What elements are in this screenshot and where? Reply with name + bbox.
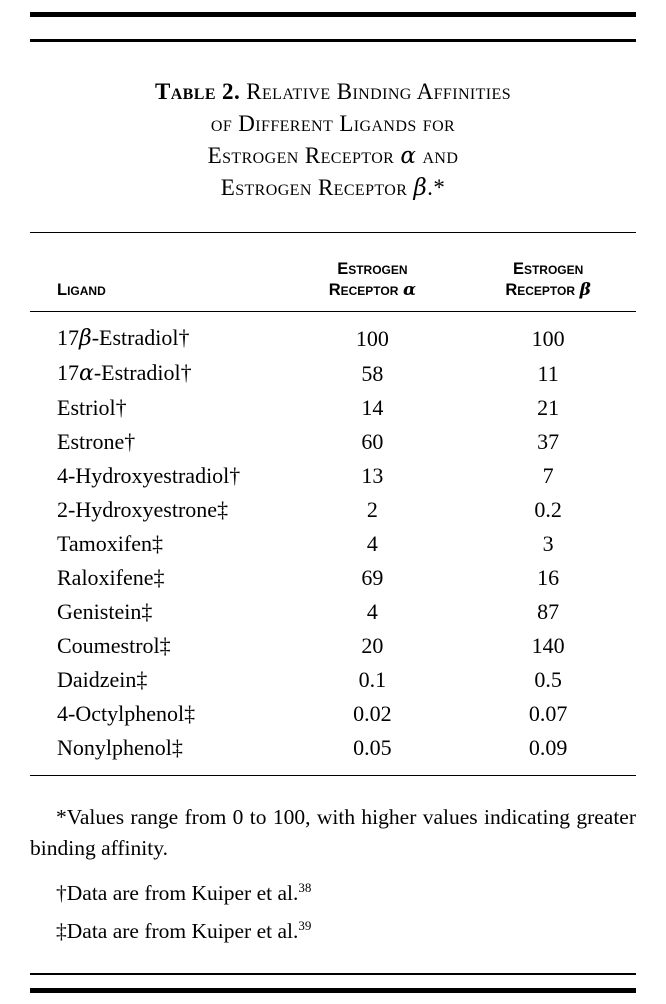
er-alpha-cell: 0.02 [353,701,392,726]
table-row [30,731,636,776]
table-row [30,527,636,561]
er-beta-cell: 0.2 [534,497,562,522]
footnote-double-dagger [30,916,636,947]
alpha-symbol: α [402,280,417,300]
er-alpha-cell: 13 [361,463,384,488]
alpha-symbol: α [400,142,417,169]
er-beta-cell: 7 [542,463,554,488]
er-alpha-cell: 60 [361,429,384,454]
ligand-cell: Daidzein‡ [57,667,148,692]
table-row [30,561,636,595]
title-line-1-rest: Relative Binding Affinities [240,78,511,104]
ligand-cell: Estrone† [57,429,136,454]
table-row [30,425,636,459]
er-alpha-cell: 2 [366,497,378,522]
er-beta-cell: 0.09 [528,735,568,760]
er-alpha-cell: 58 [361,360,384,386]
ligand-cell: Nonylphenol‡ [57,735,183,760]
title-line-3 [30,140,636,172]
table-row [30,595,636,629]
er-beta-cell: 3 [542,531,554,556]
er-beta-cell: 87 [537,599,560,624]
er-alpha-cell: 14 [361,395,384,420]
table-row [30,629,636,663]
ligand-cell: Tamoxifen‡ [57,531,163,556]
er-alpha-header-line1: Estrogen [337,260,408,278]
er-beta-header-line1: Estrogen [512,260,584,278]
beta-symbol: β [579,280,591,300]
er-beta-cell: 37 [537,429,560,454]
table-number: Table 2. [154,78,241,104]
ligand-cell: Genistein‡ [57,599,153,624]
er-alpha-cell: 20 [361,633,384,658]
table-row [30,697,636,731]
binding-affinities-table [30,233,636,776]
ligand-cell: 2-Hydroxyestrone‡ [57,497,229,522]
title-line-4 [30,172,636,204]
column-header-ligand: Ligand [30,233,285,312]
er-beta-cell: 0.5 [534,667,562,692]
er-beta-cell: 16 [537,565,560,590]
top-outer-rule [30,12,636,17]
er-beta-cell: 100 [531,325,565,351]
reference-38: 38 [298,879,312,895]
table-row [30,391,636,425]
title-line-3-post: and [416,142,459,168]
header-row [30,233,636,312]
ligand-cell: 4-Octylphenol‡ [57,701,196,726]
ligand-cell: Estriol† [57,395,127,420]
beta-symbol: β [413,174,428,201]
column-header-er-beta [460,233,636,312]
er-alpha-cell: 0.05 [353,735,392,760]
ligand-cell: 17α-Estradiol† [57,360,192,386]
er-beta-cell: 11 [537,360,559,386]
reference-39: 39 [298,917,312,933]
ligand-cell: 17β-Estradiol† [57,325,190,351]
column-header-er-alpha [285,233,461,312]
table-row [30,312,636,357]
title-line-4-text: Estrogen Receptor [220,174,414,200]
er-beta-cell: 0.07 [528,701,568,726]
footnote-dagger-text: †Data are from Kuiper et al. [56,881,299,905]
table-title [30,76,636,204]
title-line-1 [30,76,636,108]
bottom-outer-rule [30,988,636,993]
title-line-4-post: .* [427,174,446,200]
top-inner-rule [30,39,636,42]
ligand-cell: Coumestrol‡ [57,633,171,658]
table-row [30,459,636,493]
er-alpha-cell: 100 [355,325,389,351]
er-alpha-cell: 0.1 [358,667,387,692]
ligand-cell: Raloxifene‡ [57,565,165,590]
footnote-values-range: *Values range from 0 to 100, with higher values indicating greater binding affinity. [30,805,636,860]
title-line-3-text: Estrogen Receptor [207,142,401,168]
table-row [30,493,636,527]
table-row [30,663,636,697]
er-beta-header-line2: Receptor [505,281,580,299]
er-alpha-cell: 4 [366,531,378,556]
ligand-cell: 4-Hydroxyestradiol† [57,463,241,488]
er-beta-cell: 21 [537,395,560,420]
er-alpha-header-line2: Receptor [328,281,403,299]
er-beta-cell: 140 [531,633,565,658]
er-alpha-cell: 4 [366,599,378,624]
title-line-2: of Different Ligands for [210,110,456,136]
footnote-dagger [30,878,636,909]
footnote-double-dagger-text: ‡Data are from Kuiper et al. [56,919,299,943]
table-row [30,356,636,391]
table-body [30,312,636,776]
bottom-inner-rule [30,973,636,975]
footnotes [30,802,636,947]
er-alpha-cell: 69 [361,565,384,590]
